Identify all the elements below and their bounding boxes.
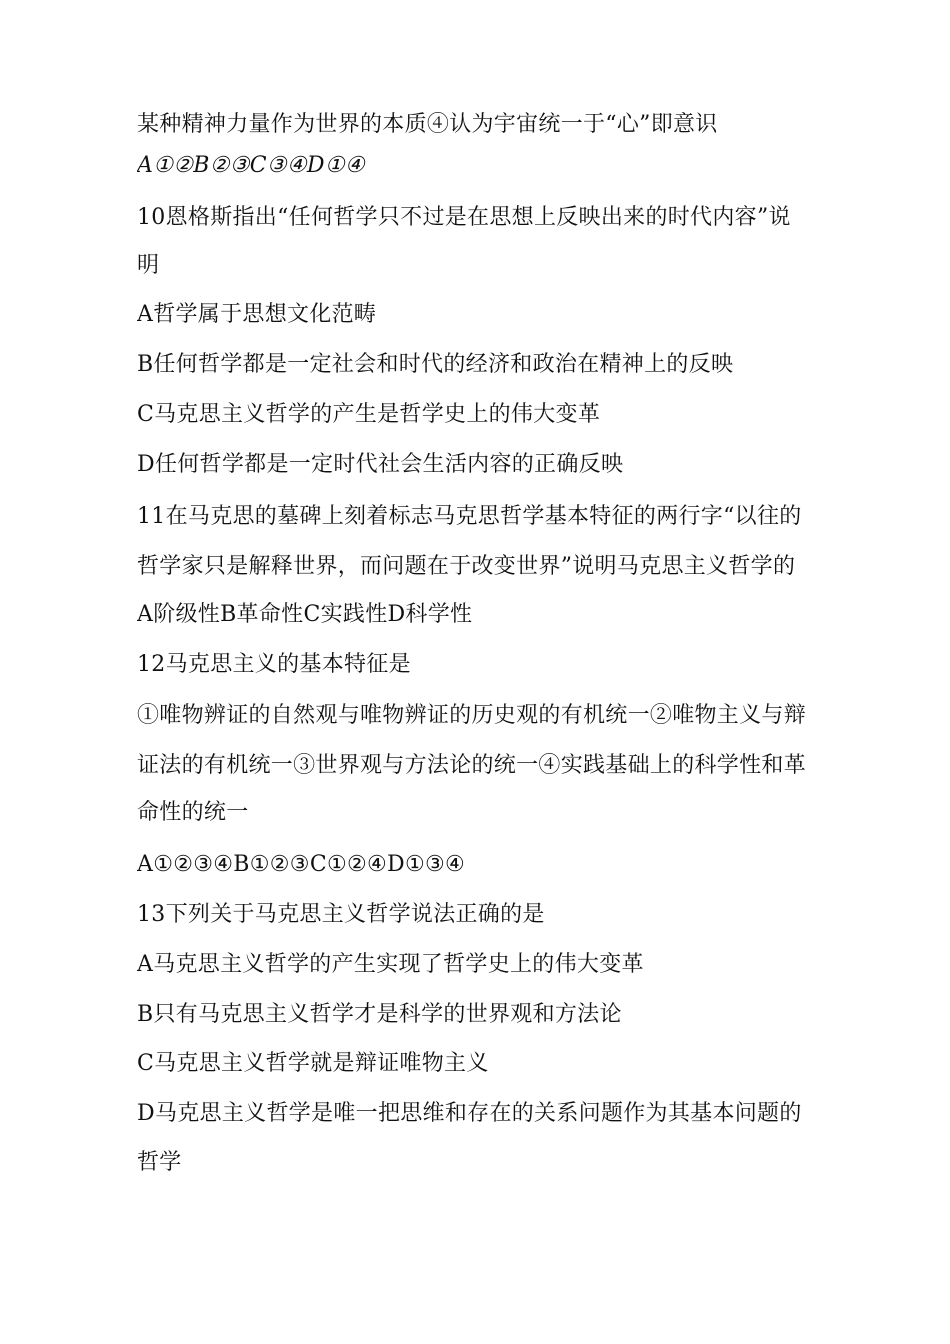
q13-option-c: C马克思主义哲学就是辩证唯物主义: [137, 1051, 489, 1076]
q10-stem: 10恩格斯指出“任何哲学只不过是在思想上反映出来的时代内容”说: [137, 205, 791, 230]
q10-stem-cont: 明: [137, 253, 160, 278]
q12-statements-cont: 证法的有机统一③世界观与方法论的统一④实践基础上的科学性和革: [137, 753, 807, 778]
q13-option-d: D马克思主义哲学是唯一把思维和存在的关系问题作为其基本问题的: [137, 1101, 802, 1126]
q12-stem: 12马克思主义的基本特征是: [137, 652, 411, 677]
q9-options: A①②B②③C③④D①④: [137, 153, 365, 178]
q11-options: A阶级性B革命性C实践性D科学性: [137, 602, 473, 627]
q13-option-a: A马克思主义哲学的产生实现了哲学史上的伟大变革: [137, 952, 644, 977]
q11-stem-cont: 哲学家只是解释世界，而问题在于改变世界”说明马克思主义哲学的: [137, 554, 796, 579]
text-line-continuation: 某种精神力量作为世界的本质④认为宇宙统一于“心”即意识: [137, 112, 718, 137]
q13-option-d-cont: 哲学: [137, 1150, 182, 1175]
q10-option-a: A哲学属于思想文化范畴: [137, 302, 377, 327]
q11-stem: 11在马克思的墓碑上刻着标志马克思哲学基本特征的两行字“以往的: [137, 504, 802, 529]
q10-option-d: D任何哲学都是一定时代社会生活内容的正确反映: [137, 452, 624, 477]
q13-option-b: B只有马克思主义哲学才是科学的世界观和方法论: [137, 1002, 622, 1027]
q12-statements: ①唯物辨证的自然观与唯物辨证的历史观的有机统一②唯物主义与辩: [137, 703, 807, 728]
q13-stem: 13下列关于马克思主义哲学说法正确的是: [137, 902, 545, 927]
q12-statements-end: 命性的统一: [137, 800, 249, 825]
q12-options: A①②③④B①②③C①②④D①③④: [137, 852, 466, 877]
q10-option-b: B任何哲学都是一定社会和时代的经济和政治在精神上的反映: [137, 352, 734, 377]
q10-option-c: C马克思主义哲学的产生是哲学史上的伟大变革: [137, 402, 601, 427]
